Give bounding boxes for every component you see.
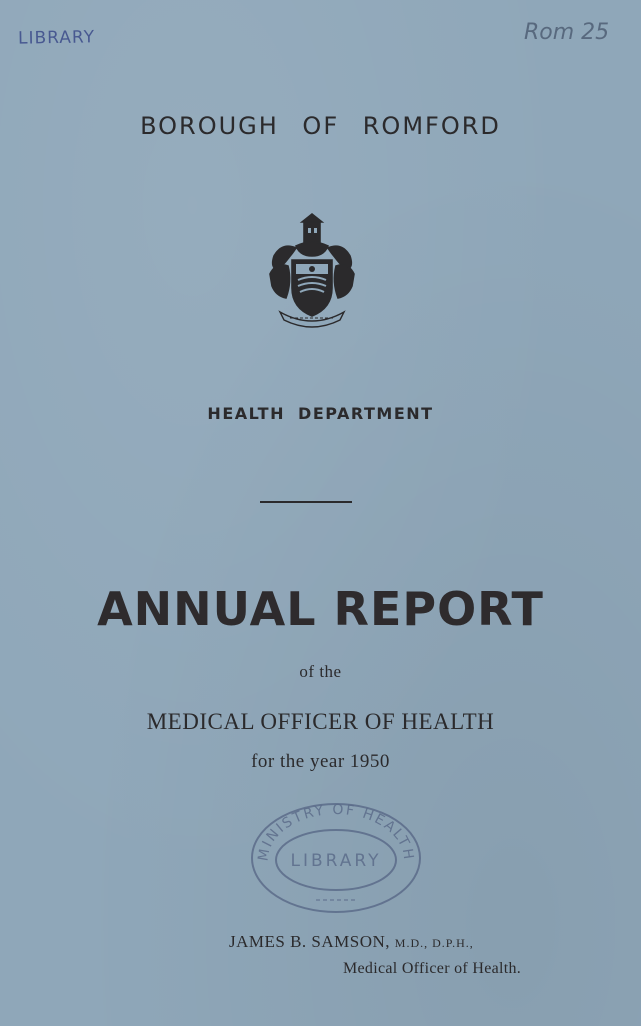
divider-rule: [260, 501, 352, 503]
author-role: Medical Officer of Health.: [343, 960, 522, 977]
author-qualifications: M.D., D.P.H.,: [394, 936, 474, 950]
report-title: ANNUAL REPORT: [97, 582, 544, 636]
year-line: for the year 1950: [251, 751, 390, 772]
ministry-library-stamp: [246, 798, 426, 916]
author-line: [229, 932, 474, 952]
ministry-stamp-center-text: LIBRARY: [290, 851, 382, 871]
department-heading: HEALTH DEPARTMENT: [207, 404, 434, 423]
coat-of-arms-icon: [266, 212, 358, 330]
library-stamp: LIBRARY: [17, 27, 96, 49]
officer-title: MEDICAL OFFICER OF HEALTH: [146, 709, 495, 734]
handwritten-reference: Rom 25: [524, 20, 610, 45]
of-the-line: of the: [299, 662, 342, 681]
ministry-stamp-top-text: MINISTRY OF HEALTH: [255, 801, 417, 863]
author-name: JAMES B. SAMSON,: [229, 932, 391, 951]
borough-title: BOROUGH OF ROMFORD: [140, 112, 501, 140]
